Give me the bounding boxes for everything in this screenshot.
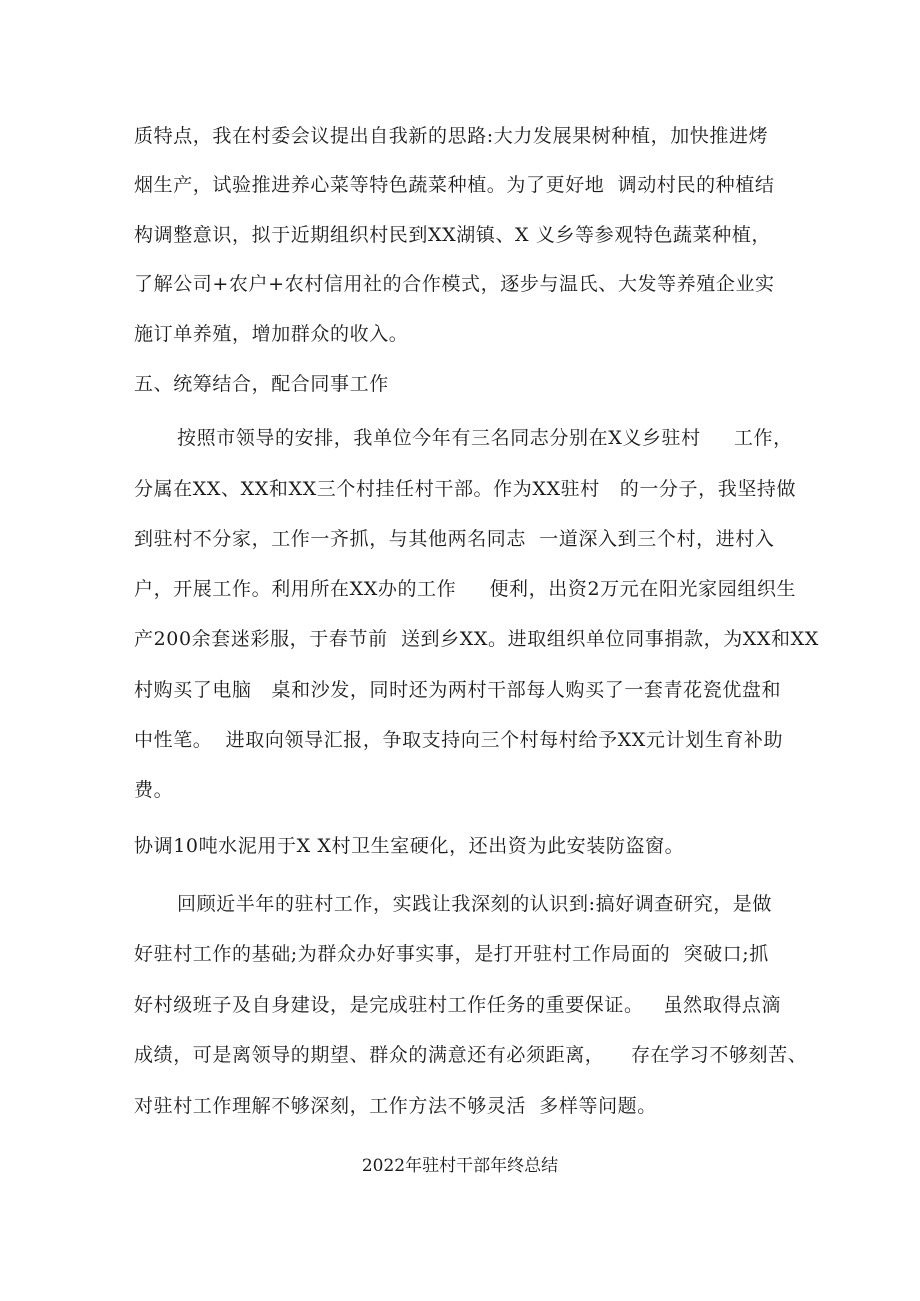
paragraph-line: 烟生产，试验推进养心菜等特色蔬菜种植。为了更好地 调动村民的种植结 (134, 174, 775, 196)
paragraph-line: 费。 (134, 779, 174, 801)
paragraph-line: 中性笔。 进取向领导汇报，争取支持向三个村每村给予XX元计划生育补助 (134, 729, 784, 751)
section-heading: 五、统筹结合，配合同事工作 (134, 373, 389, 395)
paragraph-line: 按照市领导的安排，我单位今年有三名同志分别在X义乡驻村 工作， (177, 427, 793, 449)
paragraph-line: 到驻村不分家，工作一齐抓，与其他两名同志 一道深入到三个村，进村入 (134, 528, 775, 550)
paragraph-line: 户，开展工作。利用所在XX办的工作 便利，出资2万元在阳光家园组织生 (134, 578, 797, 600)
paragraph-line: 质特点，我在村委会议提出自我新的思路:大力发展果树种植，加快推进烤 (134, 125, 769, 147)
document-title: 2022年驻村干部年终总结 (361, 1156, 559, 1176)
paragraph-line: 了解公司+农户+农村信用社的合作模式，逐步与温氏、大发等养殖企业实 (134, 273, 775, 295)
paragraph-line: 好村级班子及自身建设，是完成驻村工作任务的重要保证。 虽然取得点滴 (134, 994, 782, 1016)
paragraph-line: 好驻村工作的基础;为群众办好事实事，是打开驻村工作局面的 突破口;抓 (134, 943, 769, 965)
paragraph-line: 村购买了电脑 桌和沙发，同时还为两村干部每人购买了一套青花瓷优盘和 (134, 679, 782, 701)
paragraph-line: 回顾近半年的驻村工作，实践让我深刻的认识到:搞好调查研究，是做 (177, 893, 773, 915)
paragraph-line: 施订单养殖，增加群众的收入。 (134, 323, 409, 345)
paragraph-line: 对驻村工作理解不够深刻，工作方法不够灵活 多样等问题。 (134, 1095, 657, 1117)
paragraph-line: 产200余套迷彩服，于春节前 送到乡XX。进取组织单位同事捐款，为XX和XX (134, 628, 819, 650)
paragraph-line: 分属在XX、XX和XX三个村挂任村干部。作为XX驻村 的一分子，我坚持做 (134, 478, 797, 500)
paragraph-line: 协调10吨水泥用于X X村卫生室硬化，还出资为此安装防盗窗。 (134, 835, 685, 857)
paragraph-line: 成绩，可是离领导的期望、群众的满意还有必须距离， 存在学习不够刻苦、 (134, 1044, 808, 1066)
paragraph-line: 构调整意识，拟于近期组织村民到XX湖镇、X 义乡等参观特色蔬菜种植， (134, 224, 772, 246)
